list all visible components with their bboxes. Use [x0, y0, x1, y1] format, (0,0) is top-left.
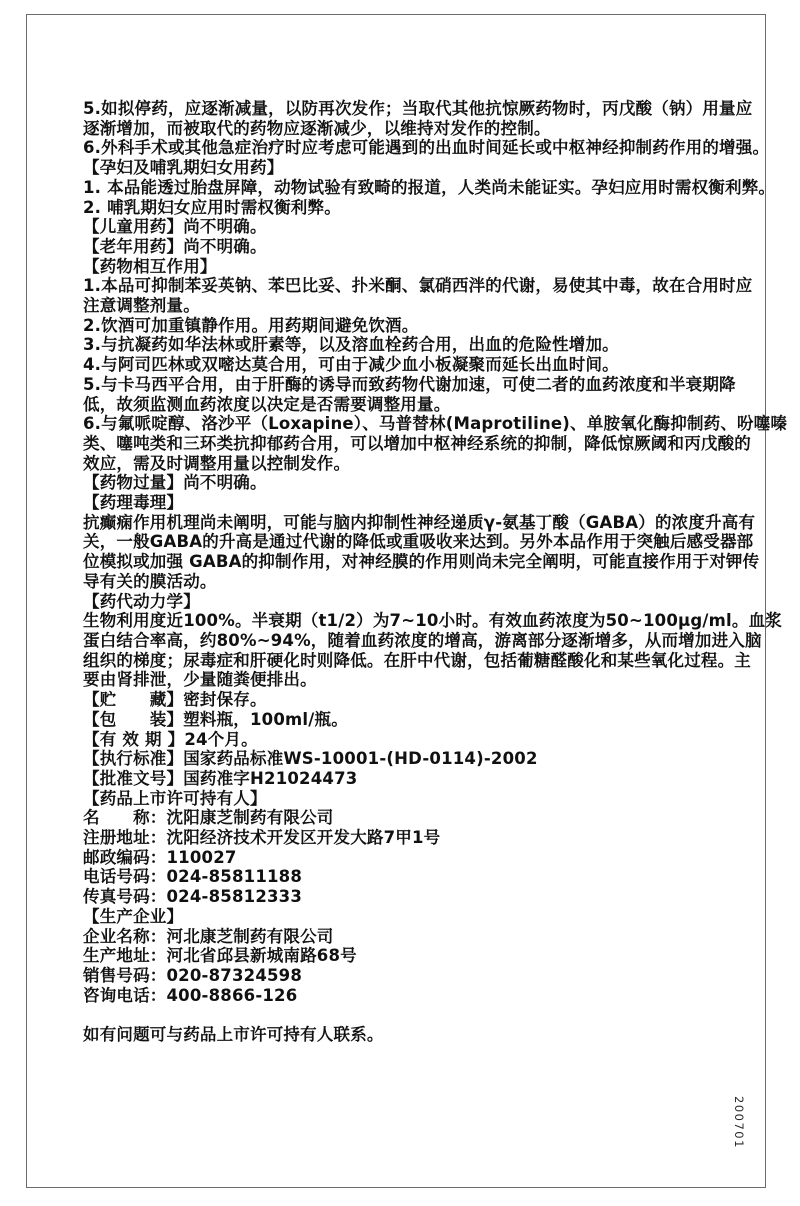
text-line: 效应，需及时调整用量以控制发作。 — [83, 453, 351, 473]
leaflet-text-block — [83, 99, 788, 1045]
text-line: 位模拟或加强 GABA的抑制作用，对神经膜的作用则尚未完全阐明，可能直接作用于对钾传 — [83, 552, 760, 572]
text-line: 4.与阿司匹林或双嘧达莫合用，可由于减少血小板凝聚而延长出血时间。 — [83, 355, 619, 375]
text-line: 生产地址：河北省邱县新城南路68号 — [83, 946, 357, 966]
text-line: 5.如拟停药，应逐渐减量，以防再次发作；当取代其他抗惊厥药物时，丙戊酸（钠）用量应 — [83, 99, 753, 118]
text-line: 生物利用度近100%。半衰期（t1/2）为7~10小时。有效血药浓度为50~100μg/ml。血浆 — [83, 611, 782, 631]
text-line: 1. 本品能透过胎盘屏障，动物试验有致畸的报道，人类尚未能证实。孕妇应用时需权衡利弊。 — [83, 177, 776, 197]
text-line: 5.与卡马西平合用，由于肝酶的诱导而致药物代谢加速，可使二者的血药浓度和半衰期降 — [83, 374, 736, 394]
text-line: 【老年用药】尚不明确。 — [83, 236, 267, 256]
text-line: 电话号码：024-85811188 — [83, 867, 303, 887]
text-line: 销售号码：020-87324598 — [83, 965, 303, 985]
text-line: 【贮 藏】密封保存。 — [83, 690, 267, 710]
text-line: 【执行标准】国家药品标准WS-10001-(HD-0114)-2002 — [83, 749, 538, 769]
text-line: 【儿童用药】尚不明确。 — [83, 217, 267, 237]
text-line: 注册地址：沈阳经济技术开发区开发大路7甲1号 — [83, 828, 441, 848]
text-line: 【药品上市许可持有人】 — [83, 788, 267, 808]
text-line: 名 称：沈阳康芝制药有限公司 — [83, 808, 334, 828]
text-line: 【药物过量】尚不明确。 — [83, 473, 267, 493]
text-line: 【孕妇及哺乳期妇女用药】 — [83, 158, 284, 178]
text-line: 咨询电话：400-8866-126 — [83, 985, 298, 1005]
text-line: 关，一般GABA的升高是通过代谢的降低或重吸收来达到。另外本品作用于突触后感受器部 — [83, 532, 754, 552]
text-line: 2. 哺乳期妇女应用时需权衡利弊。 — [83, 197, 341, 217]
text-line: 要由肾排泄，少量随粪便排出。 — [83, 670, 317, 690]
text-line: 导有关的膜活动。 — [83, 571, 217, 591]
text-line: 低，故须监测血药浓度以决定是否需要调整用量。 — [83, 394, 451, 414]
text-line: 邮政编码：110027 — [83, 847, 237, 867]
print-code: 200701 — [732, 1096, 746, 1149]
text-line: 【有 效 期 】24个月。 — [83, 729, 258, 749]
text-line: 3.与抗凝药如华法林或肝素等，以及溶血栓药合用，出血的危险性增加。 — [83, 335, 619, 355]
text-line: 6.与氟哌啶醇、洛沙平（Loxapine）、马普替林(Maprotiline)、单胺氧化酶抑制药、吩噻嗪 — [83, 414, 788, 434]
text-line: 抗癫痫作用机理尚未阐明，可能与脑内抑制性神经递质γ-氨基丁酸（GABA）的浓度升高有 — [83, 512, 756, 532]
text-line: 【药物相互作用】 — [83, 256, 217, 276]
text-line: 【药理毒理】 — [83, 493, 184, 513]
text-line: 【生产企业】 — [83, 906, 184, 926]
text-line — [83, 1005, 747, 1025]
text-line: 逐渐增加，而被取代的药物应逐渐减少，以维持对发作的控制。 — [83, 118, 551, 138]
text-line: 企业名称：河北康芝制药有限公司 — [83, 926, 334, 946]
text-line: 蛋白结合率高，约80%~94%，随着血药浓度的增高，游离部分逐渐增多，从而增加进入脑 — [83, 630, 762, 650]
text-line: 6.外科手术或其他急症治疗时应考虑可能遇到的出血时间延长或中枢神经抑制药作用的增强。 — [83, 138, 770, 158]
text-line: 【药代动力学】 — [83, 591, 200, 611]
text-line: 注意调整剂量。 — [83, 296, 200, 316]
text-line: 如有问题可与药品上市许可持有人联系。 — [83, 1025, 384, 1045]
text-line: 2.饮酒可加重镇静作用。用药期间避免饮酒。 — [83, 315, 419, 335]
text-line: 【批准文号】国药准字H21024473 — [83, 768, 358, 788]
text-line: 【包 装】塑料瓶，100ml/瓶。 — [83, 709, 348, 729]
text-line: 类、噻吨类和三环类抗抑郁药合用，可以增加中枢神经系统的抑制，降低惊厥阈和丙戊酸的 — [83, 433, 751, 453]
text-line: 组织的梯度；尿毒症和肝硬化时则降低。在肝中代谢，包括葡糖醛酸化和某些氧化过程。主 — [83, 650, 751, 670]
text-line: 传真号码：024-85812333 — [83, 887, 303, 907]
text-line: 1.本品可抑制苯妥英钠、苯巴比妥、扑米酮、氯硝西泮的代谢，易使其中毒，故在合用时应 — [83, 276, 753, 296]
